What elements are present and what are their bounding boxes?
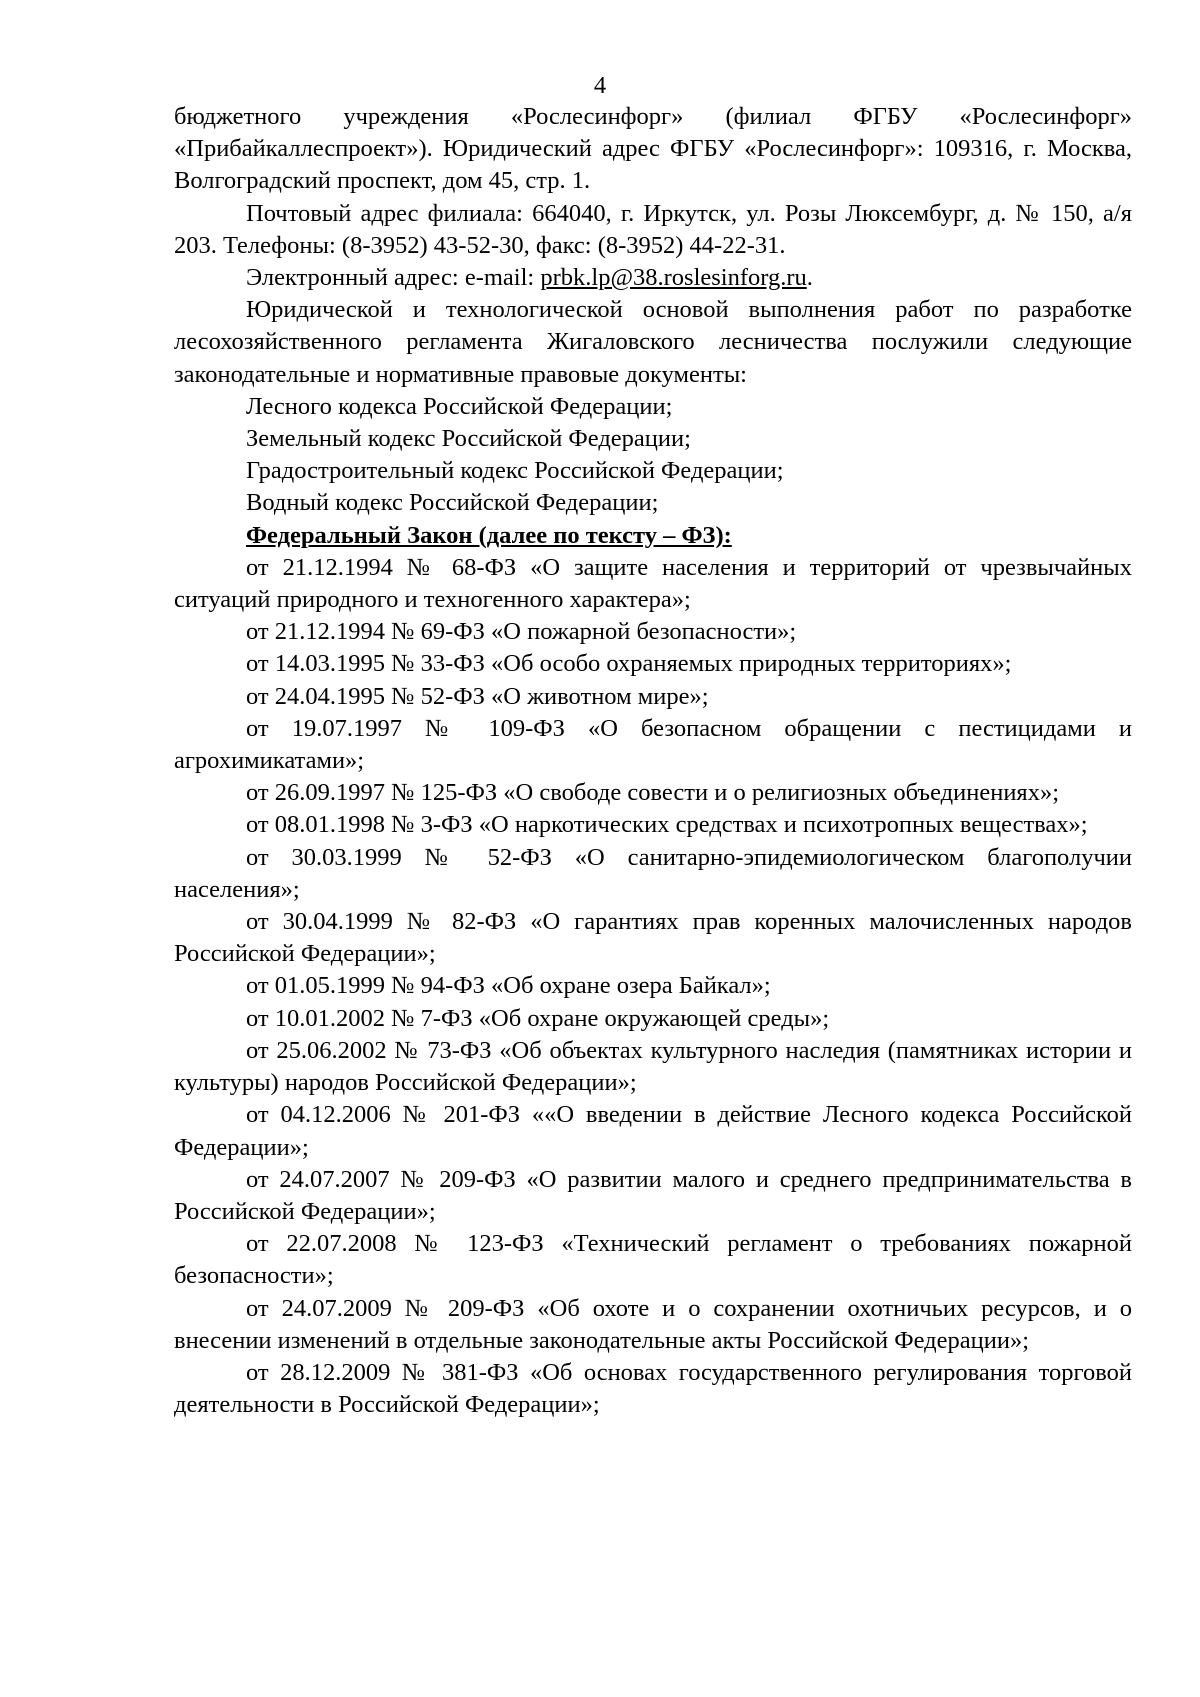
law-item: от 30.03.1999 № 52-ФЗ «О санитарно-эпидемиологическом благополучии населения»;: [174, 843, 1132, 903]
code-item: Градостроительный кодекс Российской Федерации;: [246, 457, 784, 485]
federal-law-heading-line: [174, 520, 1132, 552]
code-item: Земельный кодекс Российской Федерации;: [246, 425, 691, 453]
law-item: от 14.03.1995 № 33-ФЗ «Об особо охраняемых природных территориях»;: [246, 650, 1012, 678]
code-item: Лесного кодекса Российской Федерации;: [246, 392, 673, 420]
email-suffix: .: [806, 264, 813, 292]
law-item: от 28.12.2009 № 381-ФЗ «Об основах государственного регулирования торговой деятельности в Российской Федерации»;: [174, 1358, 1132, 1419]
law-item: от 22.07.2008 № 123-ФЗ «Технический регламент о требованиях пожарной безопасности»;: [174, 1230, 1132, 1290]
law-item: от 24.07.2007 № 209-ФЗ «О развитии малого и среднего предпринимательства в Российской Федерации»;: [174, 1165, 1132, 1225]
law-item: от 24.07.2009 № 209-ФЗ «Об охоте и о сохранении охотничьих ресурсов, и о внесении изменений в отдельные законодательные акты Российской Федерации»;: [174, 1294, 1132, 1354]
page-number: 4: [593, 72, 607, 99]
law-item: от 21.12.1994 № 68-ФЗ «О защите населения и территорий от чрезвычайных ситуаций природного и техногенного характера»;: [174, 553, 1132, 614]
law-item: от 01.05.1999 № 94-ФЗ «Об охране озера Байкал»;: [246, 972, 771, 1000]
law-item: от 08.01.1998 № 3-ФЗ «О наркотических средствах и психотропных веществах»;: [246, 811, 1088, 839]
law-item: от 30.04.1999 № 82-ФЗ «О гарантиях прав коренных малочисленных народов Российской Федерации»;: [174, 908, 1132, 968]
document-body: [174, 101, 1132, 1421]
law-item: от 24.04.1995 № 52-ФЗ «О животном мире»;: [246, 682, 709, 710]
law-item: от 26.09.1997 № 125-ФЗ «О свободе совести и о религиозных объединениях»;: [246, 779, 1060, 807]
email-link[interactable]: prbk.lp@38.roslesinforg.ru: [540, 264, 807, 292]
paragraph-email: [174, 262, 1132, 294]
paragraph-postal-address: Почтовый адрес филиала: 664040, г. Иркутск, ул. Розы Люксембург, д. № 150, а/я 203. Телефоны: (8-3952) 43-52-30, факс: (8-3952) 44-22-31.: [174, 199, 1132, 259]
law-item: от 21.12.1994 № 69-ФЗ «О пожарной безопасности»;: [246, 618, 797, 646]
law-item: от 19.07.1997 № 109-ФЗ «О безопасном обращении с пестицидами и агрохимикатами»;: [174, 714, 1132, 775]
law-item: от 10.01.2002 № 7-ФЗ «Об охране окружающей среды»;: [246, 1004, 830, 1032]
email-prefix: Электронный адрес: e-mail:: [246, 264, 541, 292]
law-item: от 04.12.2006 № 201-ФЗ ««О введении в действие Лесного кодекса Российской Федерации»;: [174, 1101, 1132, 1161]
code-item: Водный кодекс Российской Федерации;: [246, 489, 659, 517]
law-item: от 25.06.2002 № 73-ФЗ «Об объектах культурного наследия (памятниках истории и культуры) народов Российской Федерации»;: [174, 1036, 1132, 1097]
paragraph-intro: Юридической и технологической основой выполнения работ по разработке лесохозяйственного регламента Жигаловского лесничества послужили следующие законодательные и нормативные правовые документы:: [174, 296, 1132, 388]
paragraph-org-address: бюджетного учреждения «Рослесинфорг» (филиал ФГБУ «Рослесинфорг» «Прибайкаллеспроект»). Юридический адрес ФГБУ «Рослесинфорг»: 109316, г. Москва, Волгоградский проспект, дом 45, стр. 1.: [174, 103, 1132, 195]
federal-law-heading: Федеральный Закон (далее по тексту – ФЗ):: [246, 521, 732, 549]
